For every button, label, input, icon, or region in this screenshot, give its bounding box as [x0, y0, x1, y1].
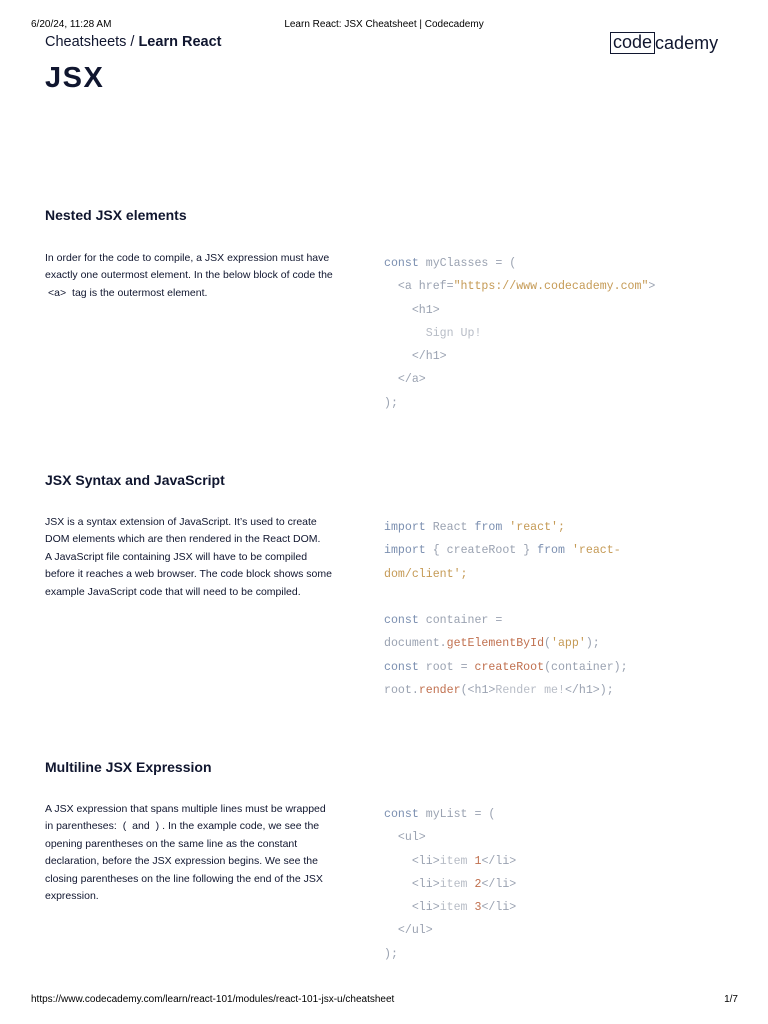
code-token: createRoot	[474, 660, 545, 674]
code-token: createRoot	[446, 544, 517, 558]
code-token: from	[537, 544, 565, 558]
code-token: root	[384, 684, 412, 698]
code-token: 'react-	[571, 544, 621, 558]
code-token: >	[648, 280, 656, 294]
code-token: Sign Up!	[425, 326, 482, 340]
code-token: 1	[474, 854, 482, 868]
code-token: 'app'	[551, 637, 586, 651]
code-token: <li>	[411, 901, 440, 915]
code-token: item	[439, 901, 475, 915]
code-token: 2	[474, 877, 482, 891]
code-token: document	[384, 637, 440, 651]
code-token: const	[384, 257, 419, 270]
code-token: <h1>	[467, 684, 496, 698]
code-token: (	[460, 684, 468, 698]
code-token: render	[418, 684, 461, 698]
code-token: getElementById	[446, 637, 545, 651]
section-desc-jsx-syntax	[45, 514, 335, 601]
desc-paragraph: JSX is a syntax extension of JavaScript. It’s used to create DOM elements which are then rendered in the React DOM.	[45, 516, 321, 546]
code-token: myList	[425, 808, 468, 821]
code-token: <li>	[411, 854, 440, 868]
code-token: .	[411, 684, 419, 698]
code-token: </ul>	[397, 924, 433, 938]
code-token: item	[439, 877, 475, 891]
breadcrumb	[45, 34, 221, 50]
code-token: const	[384, 660, 419, 674]
code-token: React	[432, 521, 468, 534]
code-token: );	[599, 684, 614, 698]
code-token: root	[425, 660, 454, 674]
code-token: const	[384, 614, 419, 628]
section-title-jsx-syntax: JSX Syntax and JavaScript	[45, 472, 225, 488]
code-token: (	[544, 660, 552, 674]
code-token: <h1>	[411, 303, 440, 317]
inline-code-close-paren: )	[155, 820, 160, 833]
code-token: </li>	[481, 877, 517, 891]
code-token: );	[384, 947, 398, 961]
print-datetime: 6/20/24, 11:28 AM	[31, 19, 112, 30]
code-token: (	[544, 637, 552, 651]
code-token: "https://www.codecademy.com"	[453, 280, 649, 294]
code-token: import	[384, 544, 426, 558]
section-title-multiline-jsx: Multiline JSX Expression	[45, 759, 212, 775]
logo-rest-text: cademy	[655, 33, 719, 53]
code-token: <a href=	[397, 280, 454, 294]
code-block-jsx-syntax	[384, 516, 714, 702]
code-token: import	[384, 521, 426, 534]
code-token: </a>	[397, 373, 426, 387]
code-token: {	[432, 544, 440, 558]
section-title-nested-jsx: Nested JSX elements	[45, 207, 187, 223]
code-token: .	[439, 637, 447, 651]
code-token: </li>	[481, 854, 517, 868]
code-token: 3	[474, 901, 482, 915]
code-token: </li>	[481, 901, 517, 915]
code-token: = (	[467, 808, 496, 821]
code-token: = (	[488, 257, 517, 270]
print-page-title: Learn React: JSX Cheatsheet | Codecademy	[284, 19, 484, 30]
code-token: item	[439, 854, 475, 868]
code-token: }	[523, 544, 531, 558]
logo-box-text: code	[610, 32, 655, 54]
breadcrumb-current[interactable]: Learn React	[138, 34, 222, 50]
desc-text: tag is the outermost element.	[72, 286, 208, 299]
code-token: );	[613, 660, 628, 674]
desc-text: and	[132, 820, 150, 833]
code-token: </h1>	[411, 350, 447, 364]
code-token: <li>	[411, 877, 440, 891]
inline-code-open-paren: (	[122, 820, 127, 833]
desc-text: In order for the code to compile, a JSX expression must have exactly one outermost element. In the below block of code the	[45, 252, 333, 282]
code-token: from	[474, 521, 503, 534]
code-token: </h1>	[564, 684, 600, 698]
desc-text: . In the example code, we see the opening parentheses on the same line as the constant declaration, before the JSX expression begins. We see the closing parentheses on the line following the end of the JSX expression.	[45, 820, 323, 903]
codecademy-logo[interactable]	[610, 31, 718, 55]
code-block-multiline-jsx	[384, 803, 714, 966]
code-token: const	[384, 808, 419, 821]
code-token: dom/client';	[384, 567, 468, 581]
breadcrumb-separator: /	[130, 34, 135, 50]
code-token: container	[551, 660, 614, 674]
desc-paragraph: A JavaScript file containing JSX will have to be compiled before it reaches a web browser. The code block shows some example JavaScript code that will need to be compiled.	[45, 550, 332, 598]
print-url[interactable]: https://www.codecademy.com/learn/react-101/modules/react-101-jsx-u/cheatsheet	[31, 994, 395, 1005]
breadcrumb-cheatsheets-link[interactable]: Cheatsheets	[45, 34, 127, 50]
section-desc-nested-jsx	[45, 250, 335, 302]
section-desc-multiline-jsx	[45, 801, 335, 905]
code-token: =	[453, 660, 475, 674]
print-page-number: 1/7	[724, 994, 738, 1005]
code-token: );	[384, 396, 398, 410]
code-token: container	[425, 614, 489, 628]
code-token: );	[585, 637, 600, 651]
page-title: JSX	[45, 62, 105, 94]
code-token: <ul>	[397, 831, 426, 845]
code-token: myClasses	[425, 257, 489, 270]
inline-code-a-tag: <a>	[48, 286, 67, 299]
code-block-nested-jsx	[384, 252, 714, 415]
code-token: =	[488, 614, 503, 628]
code-token: Render me!	[495, 684, 565, 698]
desc-text: A JSX expression that spans multiple lines must be wrapped in parentheses:	[45, 803, 326, 833]
code-token: 'react';	[509, 521, 565, 534]
